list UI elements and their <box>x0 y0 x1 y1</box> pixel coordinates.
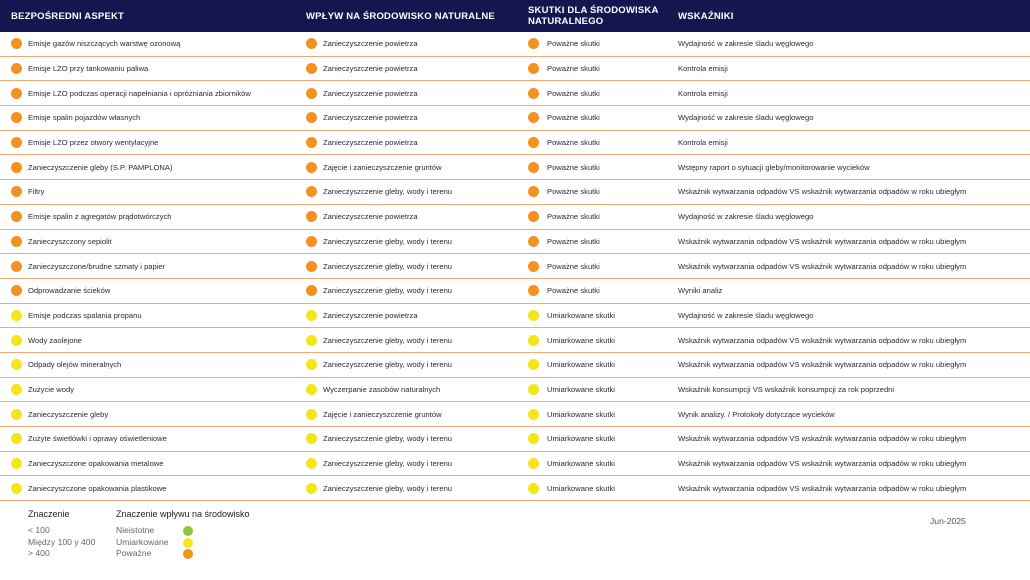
severity-dot-icon <box>11 63 22 74</box>
aspect-cell-text: Odpady olejów mineralnych <box>28 360 122 370</box>
impact-cell-text: Zanieczyszczenie gleby, wody i terenu <box>323 459 453 469</box>
aspect-cell <box>11 427 167 451</box>
effect-cell <box>528 205 600 229</box>
impact-cell <box>306 57 418 81</box>
indicator-cell-text: Wskaźnik wytwarzania odpadów VS wskaźnik wytwarzania odpadów w roku ubiegłym <box>678 483 967 493</box>
indicator-cell-text: Wskaźnik wytwarzania odpadów VS wskaźnik wytwarzania odpadów w roku ubiegłym <box>678 459 967 469</box>
aspect-cell <box>11 378 74 402</box>
effect-cell-text: Poważne skutki <box>547 261 600 271</box>
indicator-cell <box>678 131 728 155</box>
table-row <box>0 353 1030 378</box>
impact-cell-text: Wyczerpanie zasobów naturalnych <box>323 384 441 394</box>
effect-cell <box>528 378 615 402</box>
aspect-cell <box>11 180 44 204</box>
legend-title-significance: Znaczenie <box>28 509 70 519</box>
effect-cell <box>528 155 600 179</box>
effect-cell <box>528 427 615 451</box>
effect-cell <box>528 402 615 426</box>
effect-cell <box>528 279 600 303</box>
indicator-cell <box>678 155 870 179</box>
indicator-cell-text: Kontrola emisji <box>678 64 728 74</box>
indicator-cell-text: Wskaźnik wytwarzania odpadów VS wskaźnik wytwarzania odpadów w roku ubiegłym <box>678 335 967 345</box>
aspect-cell-text: Zużyte świetlówki i oprawy oświetleniowe <box>28 434 167 444</box>
aspect-cell <box>11 32 180 56</box>
impact-cell <box>306 155 442 179</box>
aspect-cell <box>11 279 110 303</box>
impact-cell <box>306 32 418 56</box>
severity-dot-icon <box>528 261 539 272</box>
severity-dot-icon <box>306 409 317 420</box>
aspect-cell <box>11 205 172 229</box>
indicator-cell-text: Wydajność w zakresie śladu węglowego <box>678 113 814 123</box>
indicator-cell <box>678 106 813 130</box>
severity-dot-icon <box>11 162 22 173</box>
aspect-cell-text: Emisje podczas spalania propanu <box>28 310 142 320</box>
indicator-cell-text: Kontrola emisji <box>678 138 728 148</box>
severity-dot-icon <box>306 112 317 123</box>
indicator-cell-text: Wskaźnik konsumpcji VS wskaźnik konsumpcji za rok poprzedni <box>678 384 895 394</box>
aspect-cell-text: Emisje spalin z agregatów prądotwórczych <box>28 212 172 222</box>
severity-dot-icon <box>306 261 317 272</box>
aspect-cell <box>11 81 251 105</box>
severity-dot-icon <box>11 211 22 222</box>
indicator-cell-text: Wskaźnik wytwarzania odpadów VS wskaźnik wytwarzania odpadów w roku ubiegłym <box>678 261 967 271</box>
indicator-cell-text: Wydajność w zakresie śladu węglowego <box>678 310 814 320</box>
legend-dot-insignificant-icon <box>183 526 193 536</box>
effect-cell <box>528 353 615 377</box>
impact-cell <box>306 81 418 105</box>
severity-dot-icon <box>528 409 539 420</box>
legend-level-label: Umiarkowane <box>116 536 169 547</box>
indicator-cell <box>678 57 728 81</box>
indicator-cell <box>678 180 966 204</box>
column-header-aspect: BEZPOŚREDNI ASPEKT <box>11 10 125 22</box>
effect-cell <box>528 476 615 500</box>
table-row <box>0 155 1030 180</box>
table-row <box>0 476 1030 501</box>
impact-cell-text: Zanieczyszczenie powietrza <box>323 88 418 98</box>
effect-cell <box>528 131 600 155</box>
severity-dot-icon <box>11 285 22 296</box>
severity-dot-icon <box>306 483 317 494</box>
severity-dot-icon <box>528 384 539 395</box>
indicator-cell <box>678 402 835 426</box>
severity-dot-icon <box>11 88 22 99</box>
effect-cell-text: Umiarkowane skutki <box>547 335 615 345</box>
severity-dot-icon <box>306 310 317 321</box>
severity-dot-icon <box>11 261 22 272</box>
severity-dot-icon <box>528 88 539 99</box>
effect-cell <box>528 106 600 130</box>
effect-cell-text: Umiarkowane skutki <box>547 459 615 469</box>
impact-cell-text: Zanieczyszczenie gleby, wody i terenu <box>323 335 453 345</box>
legend-levels <box>116 525 169 560</box>
report-date: Jun-2025 <box>930 516 966 526</box>
effect-cell <box>528 81 600 105</box>
severity-dot-icon <box>528 186 539 197</box>
severity-dot-icon <box>528 211 539 222</box>
severity-dot-icon <box>306 88 317 99</box>
legend-range: Między 100 y 400 <box>28 536 96 547</box>
indicator-cell <box>678 378 894 402</box>
impact-cell-text: Zajęcie i zanieczyszczenie gruntów <box>323 162 442 172</box>
aspect-cell <box>11 304 142 328</box>
indicator-cell <box>678 230 966 254</box>
impact-cell-text: Zanieczyszczenie powietrza <box>323 39 418 49</box>
aspect-cell <box>11 155 172 179</box>
indicator-cell <box>678 452 966 476</box>
effect-cell <box>528 328 615 352</box>
severity-dot-icon <box>528 359 539 370</box>
aspect-cell-text: Odprowadzanie ścieków <box>28 286 111 296</box>
aspect-cell <box>11 476 166 500</box>
severity-dot-icon <box>11 384 22 395</box>
indicator-cell <box>678 304 813 328</box>
indicator-cell <box>678 328 966 352</box>
effect-cell-text: Umiarkowane skutki <box>547 483 615 493</box>
indicator-cell-text: Wyniki analiz <box>678 286 723 296</box>
legend-level-label: Nieistotne <box>116 525 155 535</box>
column-header-impact: WPŁYW NA ŚRODOWISKO NATURALNE <box>306 10 495 22</box>
severity-dot-icon <box>306 186 317 197</box>
severity-dot-icon <box>306 162 317 173</box>
aspect-cell-text: Zanieczyszczenie gleby <box>28 409 109 419</box>
severity-dot-icon <box>306 63 317 74</box>
legend-ranges <box>28 525 95 560</box>
legend-dot-moderate-icon <box>183 538 193 548</box>
aspect-cell-text: Zanieczyszczenie gleby (S.P. PAMPLONA) <box>28 162 173 172</box>
effect-cell-text: Umiarkowane skutki <box>547 310 615 320</box>
column-header-effect: SKUTKI DLA ŚRODOWISKA NATURALNEGO <box>528 5 659 27</box>
severity-dot-icon <box>528 483 539 494</box>
impact-cell-text: Zanieczyszczenie gleby, wody i terenu <box>323 261 453 271</box>
severity-dot-icon <box>528 335 539 346</box>
indicator-cell <box>678 81 728 105</box>
effect-cell <box>528 452 615 476</box>
severity-dot-icon <box>306 38 317 49</box>
severity-dot-icon <box>306 335 317 346</box>
effect-cell-text: Poważne skutki <box>547 212 600 222</box>
impact-cell <box>306 254 452 278</box>
severity-dot-icon <box>528 112 539 123</box>
table-row <box>0 254 1030 279</box>
column-header-indicators: WSKAŹNIKI <box>678 10 734 22</box>
indicator-cell <box>678 279 722 303</box>
legend-title-impact: Znaczenie wpływu na środowisko <box>116 509 250 519</box>
severity-dot-icon <box>528 433 539 444</box>
aspect-cell <box>11 402 108 426</box>
impact-cell <box>306 180 452 204</box>
impact-cell-text: Zanieczyszczenie powietrza <box>323 113 418 123</box>
table-row <box>0 328 1030 353</box>
effect-cell <box>528 254 600 278</box>
impact-cell-text: Zanieczyszczenie gleby, wody i terenu <box>323 434 453 444</box>
indicator-cell-text: Wydajność w zakresie śladu węglowego <box>678 39 814 49</box>
impact-cell-text: Zanieczyszczenie gleby, wody i terenu <box>323 236 453 246</box>
table-row <box>0 81 1030 106</box>
aspect-cell <box>11 230 112 254</box>
effect-cell <box>528 230 600 254</box>
impact-cell <box>306 131 418 155</box>
impact-cell <box>306 353 452 377</box>
impact-cell-text: Zanieczyszczenie gleby, wody i terenu <box>323 360 453 370</box>
indicator-cell-text: Wskaźnik wytwarzania odpadów VS wskaźnik wytwarzania odpadów w roku ubiegłym <box>678 236 967 246</box>
effect-cell-text: Umiarkowane skutki <box>547 360 615 370</box>
effect-cell-text: Poważne skutki <box>547 187 600 197</box>
table-row <box>0 378 1030 403</box>
effect-cell-text: Poważne skutki <box>547 88 600 98</box>
effect-cell-text: Umiarkowane skutki <box>547 384 615 394</box>
legend-range: > 400 <box>28 548 50 558</box>
severity-dot-icon <box>11 335 22 346</box>
aspect-cell <box>11 353 121 377</box>
effect-cell <box>528 57 600 81</box>
severity-dot-icon <box>11 458 22 469</box>
impact-cell <box>306 378 440 402</box>
severity-dot-icon <box>11 236 22 247</box>
indicator-cell <box>678 353 966 377</box>
legend-dots <box>183 526 193 561</box>
indicator-cell <box>678 427 966 451</box>
indicator-cell-text: Wstępny raport o sytuacji gleby/monitorowanie wycieków <box>678 162 870 172</box>
effect-cell-text: Poważne skutki <box>547 39 600 49</box>
table-row <box>0 279 1030 304</box>
table-body <box>0 32 1030 501</box>
indicator-cell-text: Wskaźnik wytwarzania odpadów VS wskaźnik wytwarzania odpadów w roku ubiegłym <box>678 360 967 370</box>
effect-cell-text: Poważne skutki <box>547 162 600 172</box>
severity-dot-icon <box>11 409 22 420</box>
table-row <box>0 427 1030 452</box>
table-row <box>0 131 1030 156</box>
severity-dot-icon <box>11 359 22 370</box>
effect-cell-text: Umiarkowane skutki <box>547 409 615 419</box>
aspect-cell <box>11 254 165 278</box>
indicator-cell <box>678 476 966 500</box>
severity-dot-icon <box>306 433 317 444</box>
aspect-cell-text: Filtry <box>28 187 45 197</box>
aspect-cell-text: Emisje LZO podczas operacji napełniania i opróżniania zbiorników <box>28 88 251 98</box>
indicator-cell-text: Wydajność w zakresie śladu węglowego <box>678 212 814 222</box>
indicator-cell <box>678 32 813 56</box>
severity-dot-icon <box>528 63 539 74</box>
table-row <box>0 230 1030 255</box>
indicator-cell <box>678 205 813 229</box>
aspect-cell-text: Emisje gazów niszczących warstwę ozonową <box>28 39 181 49</box>
aspect-cell-text: Wody zaolejone <box>28 335 82 345</box>
severity-dot-icon <box>528 236 539 247</box>
effect-cell-text: Poważne skutki <box>547 138 600 148</box>
table-row <box>0 180 1030 205</box>
aspect-cell-text: Zużycie wody <box>28 384 75 394</box>
effect-cell <box>528 32 600 56</box>
legend-level-label: Poważne <box>116 548 152 558</box>
severity-dot-icon <box>528 38 539 49</box>
legend-dot-severe-icon <box>183 549 193 559</box>
severity-dot-icon <box>306 285 317 296</box>
severity-dot-icon <box>528 162 539 173</box>
table-row <box>0 106 1030 131</box>
impact-cell-text: Zanieczyszczenie powietrza <box>323 138 418 148</box>
impact-cell-text: Zanieczyszczenie gleby, wody i terenu <box>323 286 453 296</box>
severity-dot-icon <box>528 285 539 296</box>
aspect-cell <box>11 328 82 352</box>
table-header <box>0 0 1030 32</box>
impact-cell <box>306 476 452 500</box>
aspect-cell <box>11 452 164 476</box>
severity-dot-icon <box>11 186 22 197</box>
impact-cell-text: Zanieczyszczenie powietrza <box>323 64 418 74</box>
severity-dot-icon <box>11 310 22 321</box>
impact-cell-text: Zanieczyszczenie gleby, wody i terenu <box>323 187 453 197</box>
indicator-cell-text: Wskaźnik wytwarzania odpadów VS wskaźnik wytwarzania odpadów w roku ubiegłym <box>678 187 967 197</box>
severity-dot-icon <box>306 236 317 247</box>
impact-cell <box>306 452 452 476</box>
table-row <box>0 304 1030 329</box>
indicator-cell-text: Kontrola emisji <box>678 88 728 98</box>
severity-dot-icon <box>306 137 317 148</box>
severity-dot-icon <box>528 310 539 321</box>
legend-range: < 100 <box>28 525 50 535</box>
aspect-cell-text: Zanieczyszczone opakowania plastikowe <box>28 483 167 493</box>
effect-cell <box>528 180 600 204</box>
severity-dot-icon <box>306 359 317 370</box>
impact-cell-text: Zanieczyszczenie powietrza <box>323 212 418 222</box>
aspect-cell-text: Emisje LZO przy tankowaniu paliwa <box>28 64 149 74</box>
impact-cell-text: Zanieczyszczenie powietrza <box>323 310 418 320</box>
table-row <box>0 32 1030 57</box>
table-row <box>0 452 1030 477</box>
indicator-cell-text: Wskaźnik wytwarzania odpadów VS wskaźnik wytwarzania odpadów w roku ubiegłym <box>678 434 967 444</box>
impact-cell <box>306 402 442 426</box>
table-row <box>0 402 1030 427</box>
aspect-cell <box>11 57 148 81</box>
impact-cell-text: Zanieczyszczenie gleby, wody i terenu <box>323 483 453 493</box>
indicator-cell-text: Wynik analizy. / Protokoły dotyczące wycieków <box>678 409 835 419</box>
aspect-cell <box>11 106 140 130</box>
severity-dot-icon <box>11 483 22 494</box>
aspect-cell <box>11 131 158 155</box>
impact-cell <box>306 205 418 229</box>
impact-cell <box>306 230 452 254</box>
effect-cell-text: Poważne skutki <box>547 236 600 246</box>
aspect-cell-text: Zanieczyszczone/brudne szmaty i papier <box>28 261 166 271</box>
impact-cell <box>306 427 452 451</box>
impact-cell <box>306 106 418 130</box>
severity-dot-icon <box>306 384 317 395</box>
severity-dot-icon <box>528 458 539 469</box>
severity-dot-icon <box>11 433 22 444</box>
aspect-cell-text: Zanieczyszczony sepiolit <box>28 236 112 246</box>
severity-dot-icon <box>11 137 22 148</box>
severity-dot-icon <box>306 458 317 469</box>
severity-dot-icon <box>11 112 22 123</box>
table-row <box>0 57 1030 82</box>
aspect-cell-text: Emisje LZO przez otwory wentylacyjne <box>28 138 159 148</box>
impact-cell <box>306 304 418 328</box>
indicator-cell <box>678 254 966 278</box>
effect-cell-text: Poważne skutki <box>547 64 600 74</box>
table-row <box>0 205 1030 230</box>
impact-cell <box>306 279 452 303</box>
impact-cell <box>306 328 452 352</box>
effect-cell-text: Poważne skutki <box>547 286 600 296</box>
effect-cell-text: Poważne skutki <box>547 113 600 123</box>
aspect-cell-text: Zanieczyszczone opakowania metalowe <box>28 459 164 469</box>
effect-cell <box>528 304 615 328</box>
severity-dot-icon <box>528 137 539 148</box>
effect-cell-text: Umiarkowane skutki <box>547 434 615 444</box>
severity-dot-icon <box>11 38 22 49</box>
severity-dot-icon <box>306 211 317 222</box>
impact-cell-text: Zajęcie i zanieczyszczenie gruntów <box>323 409 442 419</box>
aspect-cell-text: Emisje spalin pojazdów własnych <box>28 113 141 123</box>
